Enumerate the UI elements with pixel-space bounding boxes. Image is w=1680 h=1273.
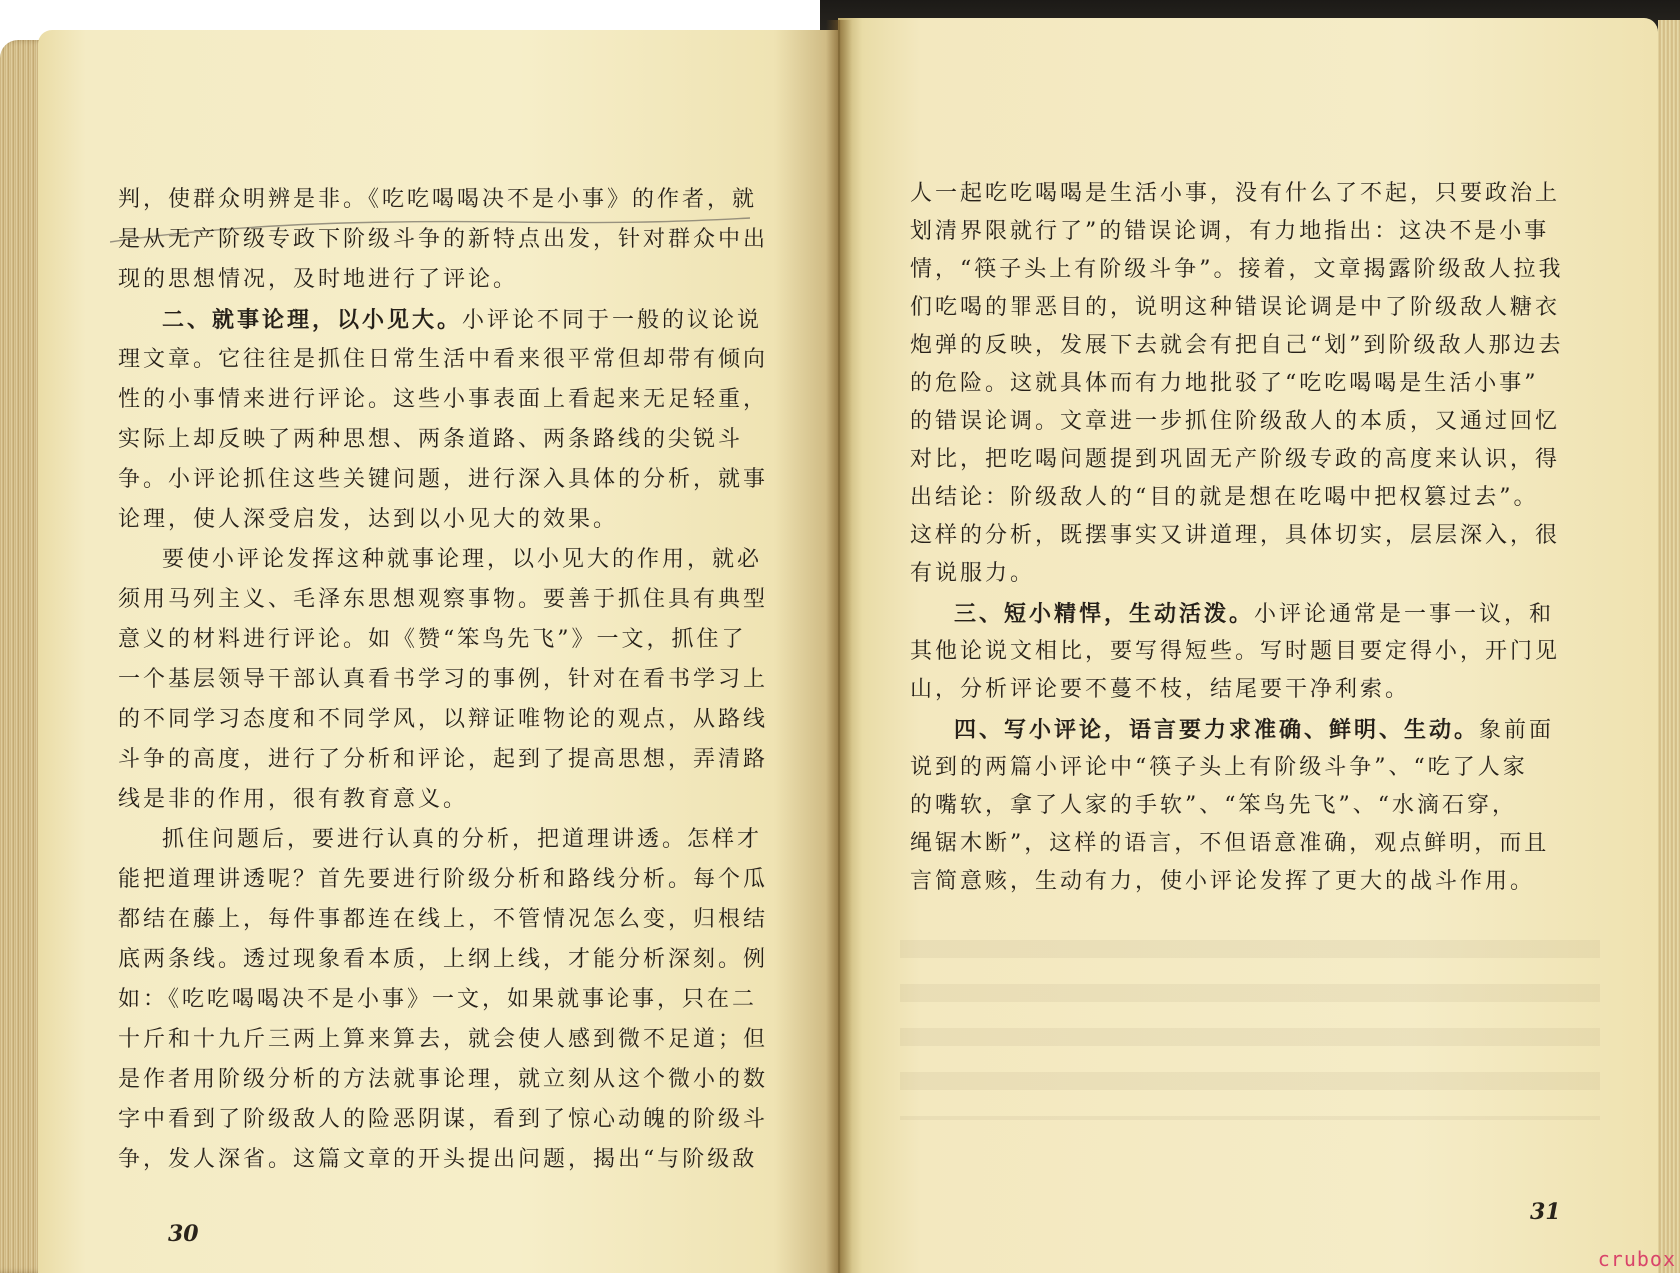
text-line: 能把道理讲透呢？首先要进行阶级分析和路线分析。每个瓜 [118,867,769,892]
text-line: 斗争的高度，进行了分析和评论，起到了提高思想，弄清路 [118,747,769,772]
watermark: crubox [1597,1247,1676,1271]
text-line: 论理，使人深受启发，达到以小见大的效果。 [118,507,619,532]
text-line-rest: 象前面 [1479,718,1555,743]
text-line: 如：《吃吃喝喝决不是小事》一文，如果就事论事，只在二 [118,987,758,1012]
text-line: 十斤和十九斤三两上算来算去，就会使人感到微不足道；但 [118,1027,769,1052]
text-line: 意义的材料进行评论。如《赞“笨鸟先飞”》一文，抓住了 [118,627,747,652]
bleed-through-texture [900,940,1600,1120]
text-line-rest: 小评论不同于一般的议论说 [462,308,763,333]
text-line: 是从无产阶级专政下阶级斗争的新特点出发，针对群众中出 [118,227,769,252]
text-line: 绳锯木断”，这样的语言，不但语意准确，观点鲜明，而且 [910,831,1550,856]
text-line: 要使小评论发挥这种就事论理，以小见大的作用，就必 [162,547,763,572]
section-heading: 二、就事论理，以小见大。 [162,307,463,333]
text-line: 线是非的作用，很有教育意义。 [118,787,469,812]
text-line: 一个基层领导干部认真看书学习的事例，针对在看书学习上 [118,667,769,692]
text-line [954,600,1554,628]
text-line: 字中看到了阶级敌人的险恶阴谋，看到了惊心动魄的阶级斗 [118,1107,769,1132]
text-line: 人一起吃吃喝喝是生活小事，没有什么了不起，只要政治上 [910,181,1561,206]
text-line-rest: 小评论通常是一事一议，和 [1254,602,1555,627]
page-number-left: 30 [168,1221,199,1247]
text-line: 炮弹的反映，发展下去就会有把自己“划”到阶级敌人那边去 [910,333,1564,358]
text-line: 说到的两篇小评论中“筷子头上有阶级斗争”、“吃了人家 [910,755,1528,780]
text-line: 言简意赅，生动有力，使小评论发挥了更大的战斗作用。 [910,869,1536,894]
text-line: 都结在藤上，每件事都连在线上，不管情况怎么变，归根结 [118,907,769,932]
text-line: 底两条线。透过现象看本质，上纲上线，才能分析深刻。例 [118,947,769,972]
text-line: 有说服力。 [910,561,1036,586]
text-line: 这样的分析，既摆事实又讲道理，具体切实，层层深入，很 [910,523,1561,548]
text-line: 情，“筷子头上有阶级斗争”。接着，文章揭露阶级敌人拉我 [910,257,1564,282]
text-line: 理文章。它往往是抓住日常生活中看来很平常但却带有倾向 [118,347,769,372]
page-number-right: 31 [1530,1199,1561,1225]
text-line: 现的思想情况，及时地进行了评论。 [118,267,519,292]
text-line: 争，发人深省。这篇文章的开头提出问题，揭出“与阶级敌 [118,1147,758,1172]
text-line: 划清界限就行了”的错误论调，有力地指出：这决不是小事 [910,219,1550,244]
text-line: 出结论：阶级敌人的“目的就是想在吃喝中把权篡过去”。 [910,485,1539,510]
section-heading-line [162,306,762,334]
text-line: 争。小评论抓住这些关键问题，进行深入具体的分析，就事 [118,467,769,492]
section-heading: 四、写小评论，语言要力求准确、鲜明、生动。 [954,717,1480,743]
book-gutter [826,20,852,1273]
text-line: 抓住问题后，要进行认真的分析，把道理讲透。怎样才 [162,827,763,852]
text-line: 性的小事情来进行评论。这些小事表面上看起来无足轻重， [118,387,769,412]
text-line: 的嘴软，拿了人家的手软”、“笨鸟先飞”、“水滴石穿， [910,793,1517,818]
text-line: 判，使群众明辨是非。《吃吃喝喝决不是小事》的作者，就 [118,187,758,212]
text-line: 其他论说文相比，要写得短些。写时题目要定得小，开门见 [910,639,1561,664]
text-line: 是作者用阶级分析的方法就事论理，就立刻从这个微小的数 [118,1067,769,1092]
text-line: 须用马列主义、毛泽东思想观察事物。要善于抓住具有典型 [118,587,769,612]
section-heading: 三、短小精悍，生动活泼。 [954,601,1255,627]
text-line: 的错误论调。文章进一步抓住阶级敌人的本质，又通过回忆 [910,409,1561,434]
text-line: 们吃喝的罪恶目的，说明这种错误论调是中了阶级敌人糖衣 [910,295,1561,320]
text-line: 实际上却反映了两种思想、两条道路、两条路线的尖锐斗 [118,427,744,452]
text-line: 对比，把吃喝问题提到巩固无产阶级专政的高度来认识，得 [910,447,1561,472]
text-line: 的不同学习态度和不同学风，以辩证唯物论的观点，从路线 [118,707,769,732]
right-page-edge [1658,20,1680,1273]
text-line: 山，分析评论要不蔓不枝，结尾要干净利索。 [910,677,1411,702]
text-line: 的危险。这就具体而有力地批驳了“吃吃喝喝是生活小事” [910,371,1539,396]
text-line [954,716,1554,744]
